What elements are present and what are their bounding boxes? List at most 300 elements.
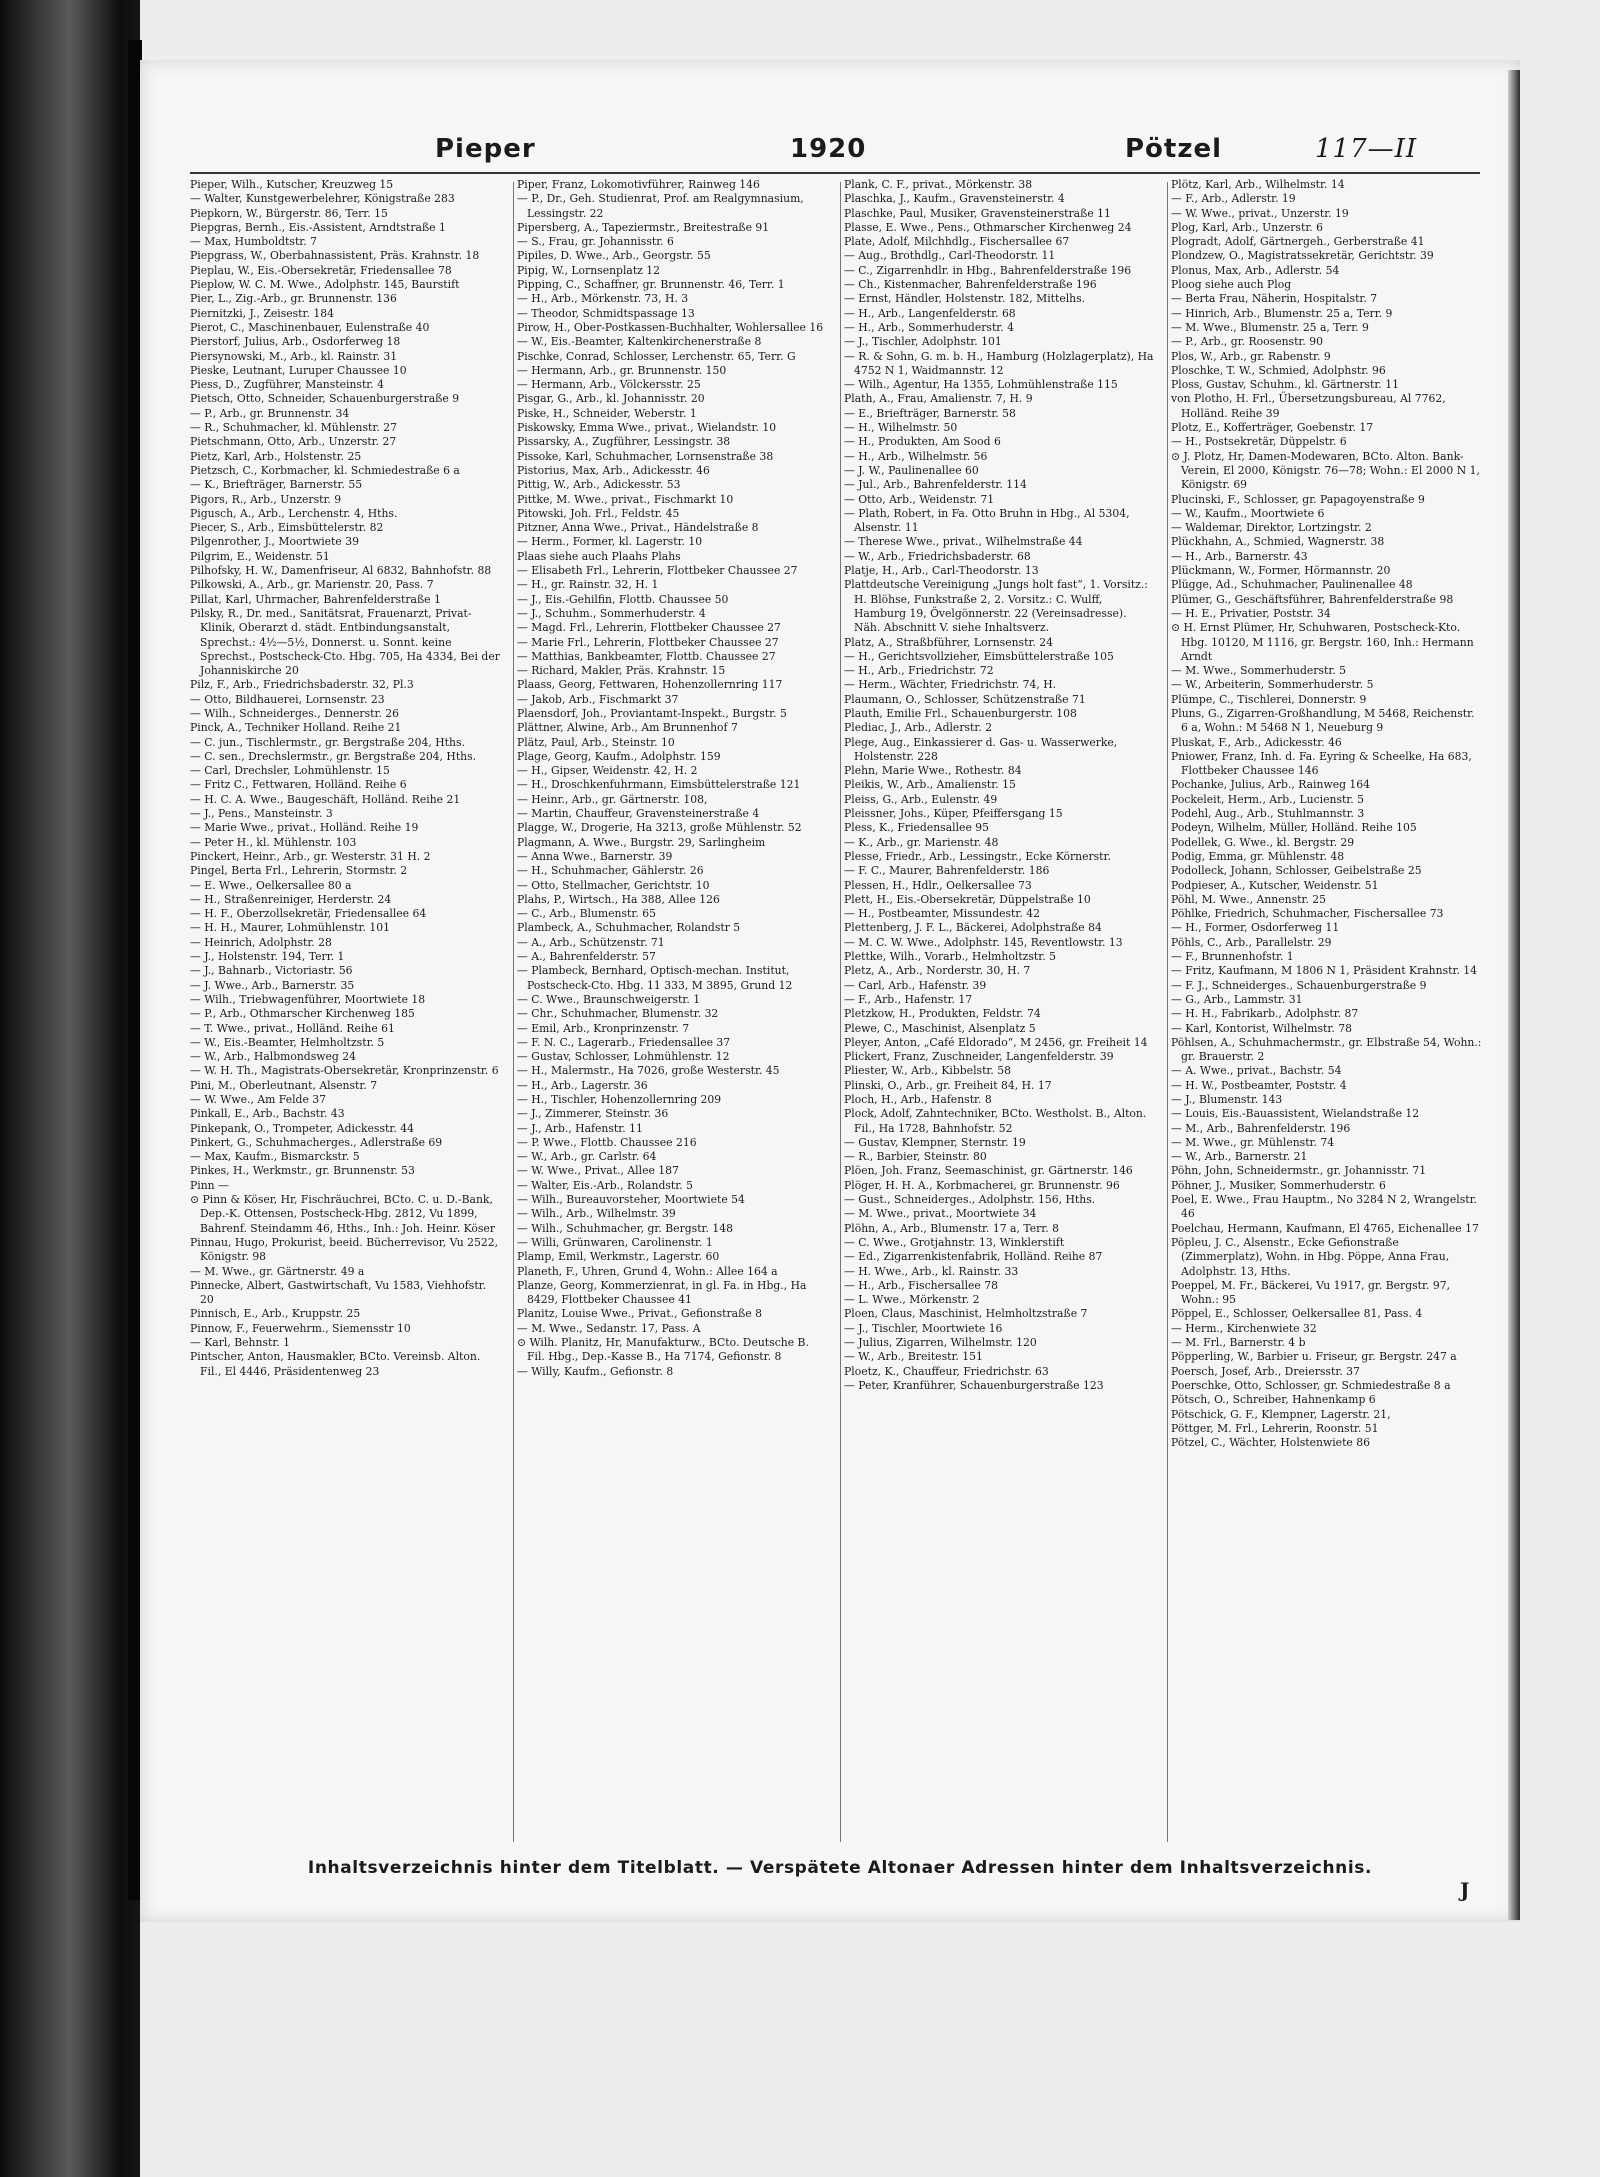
directory-entry: — W., Arb., Friedrichsbaderstr. 68 <box>844 549 1031 563</box>
directory-entry: — C. jun., Tischlermstr., gr. Bergstraße 204, Hths. <box>190 735 465 749</box>
directory-entry: Ploss, Gustav, Schuhm., kl. Gärtnerstr. 11 <box>1171 378 1399 392</box>
directory-entry: — H., Arb., Friedrichstr. 72 <box>844 664 994 678</box>
directory-entry: Plickert, Franz, Zuschneider, Langenfelderstr. 39 <box>844 1050 1114 1064</box>
directory-entry: — Wilh., Agentur, Ha 1355, Lohmühlenstraße 115 <box>844 378 1118 392</box>
directory-entry: — Wilh., Schneiderges., Dennerstr. 26 <box>190 706 400 720</box>
directory-entry: Pier, L., Zig.-Arb., gr. Brunnenstr. 136 <box>190 292 397 306</box>
directory-entry: Plondzew, O., Magistratssekretär, Gerichtstr. 39 <box>1171 249 1434 263</box>
directory-entry: — Max, Humboldtstr. 7 <box>190 235 317 249</box>
directory-entry: — H., Postsekretär, Düppelstr. 6 <box>1171 435 1347 449</box>
directory-entry: Pletz, A., Arb., Norderstr. 30, H. 7 <box>844 964 1031 978</box>
directory-entry: — W., Eis.-Beamter, Kaltenkirchenerstraße 8 <box>517 335 762 349</box>
directory-entry: Pinkert, G., Schuhmacherges., Adlerstraße 69 <box>190 1135 443 1149</box>
directory-entry: Plank, C. F., privat., Mörkenstr. 38 <box>844 178 1033 191</box>
directory-entry: von Plotho, H. Frl., Übersetzungsbureau, Al 7762, Holländ. Reihe 39 <box>1171 392 1446 420</box>
directory-entry: — H., Postbeamter, Missundestr. 42 <box>844 907 1040 921</box>
directory-entry: — H., Straßenreiniger, Herderstr. 24 <box>190 892 392 906</box>
directory-entry: — C. Wwe., Grotjahnstr. 13, Winklerstift <box>844 1235 1065 1249</box>
directory-entry: — H. H., Fabrikarb., Adolphstr. 87 <box>1171 1007 1359 1021</box>
directory-entry: — Herm., Wächter, Friedrichstr. 74, H. <box>844 678 1057 692</box>
directory-entry: — Hinrich, Arb., Blumenstr. 25 a, Terr. 9 <box>1171 306 1393 320</box>
directory-entry: Pinn — <box>190 1178 229 1192</box>
directory-entry: — H., Arb., Lagerstr. 36 <box>517 1078 648 1092</box>
directory-entry: Plucinski, F., Schlosser, gr. Papagoyenstraße 9 <box>1171 492 1425 506</box>
directory-entry: Piess, D., Zugführer, Mansteinstr. 4 <box>190 378 384 392</box>
directory-entry: — W., Arb., Breitestr. 151 <box>844 1350 983 1364</box>
directory-entry: Plettke, Wilh., Vorarb., Helmholtzstr. 5 <box>844 950 1056 964</box>
directory-entry: — Karl, Kontorist, Wilhelmstr. 78 <box>1171 1021 1352 1035</box>
directory-entry: — J., Eis.-Gehilfin, Flottb. Chaussee 50 <box>517 592 729 606</box>
directory-entry: — F., Arb., Hafenstr. 17 <box>844 992 973 1006</box>
directory-entry: Planeth, F., Uhren, Grund 4, Wohn.: Allee 164 a <box>517 1264 778 1278</box>
directory-entry: Pittig, W., Arb., Adickesstr. 53 <box>517 478 681 492</box>
directory-entry: Pilgrim, E., Weidenstr. 51 <box>190 549 330 563</box>
directory-entry: — Jul., Arb., Bahrenfelderstr. 114 <box>844 478 1027 492</box>
scan-page-edge <box>1508 70 1520 1920</box>
directory-entry: Ploschke, T. W., Schmied, Adolphstr. 96 <box>1171 363 1386 377</box>
directory-entry: — Gust., Schneiderges., Adolphstr. 156, Hths. <box>844 1193 1096 1207</box>
directory-entry: Poersch, Josef, Arb., Dreiersstr. 37 <box>1171 1364 1360 1378</box>
directory-entry: Pöpperling, W., Barbier u. Friseur, gr. Bergstr. 247 a <box>1171 1350 1457 1364</box>
directory-entry: Pilhofsky, H. W., Damenfriseur, Al 6832, Bahnhofstr. 88 <box>190 564 492 578</box>
directory-entry: — W., Arbeiterin, Sommerhuderstr. 5 <box>1171 678 1374 692</box>
directory-entry: Poeppel, M. Fr., Bäckerei, Vu 1917, gr. Bergstr. 97, Wohn.: 95 <box>1171 1278 1451 1307</box>
directory-entry: Pierstorf, Julius, Arb., Osdorferweg 18 <box>190 335 401 349</box>
directory-entry: — H., Arb., Wilhelmstr. 56 <box>844 449 988 463</box>
directory-entry: Plege, Aug., Einkassierer d. Gas- u. Wasserwerke, Holstenstr. 228 <box>844 735 1118 763</box>
directory-entry: Pirow, H., Ober-Postkassen-Buchhalter, Wohlersallee 16 <box>517 320 824 334</box>
directory-entry: Planze, Georg, Kommerzienrat, in gl. Fa. in Hbg., Ha 8429, Flottbeker Chaussee 41 <box>517 1278 807 1307</box>
directory-entry: Plage, Georg, Kaufm., Adolphstr. 159 <box>517 749 721 763</box>
directory-entry: Pieplow, W. C. M. Wwe., Adolphstr. 145, Baurstift <box>190 278 460 292</box>
directory-entry: — J. W., Paulinenallee 60 <box>844 463 979 477</box>
directory-entry: — Gustav, Klempner, Sternstr. 19 <box>844 1135 1026 1149</box>
directory-entry: Pistorius, Max, Arb., Adickesstr. 46 <box>517 463 710 477</box>
directory-entry: — C., Zigarrenhdlr. in Hbg., Bahrenfelderstraße 196 <box>844 263 1132 277</box>
directory-entry: — Louis, Eis.-Bauassistent, Wielandstraße 12 <box>1171 1107 1420 1121</box>
directory-entry: Plügge, Ad., Schuhmacher, Paulinenallee 48 <box>1171 578 1413 592</box>
directory-entry: — H., Arb., Langenfelderstr. 68 <box>844 306 1016 320</box>
directory-entry: — H. F., Oberzollsekretär, Friedensallee 64 <box>190 907 427 921</box>
directory-entry: — Elisabeth Frl., Lehrerin, Flottbeker Chaussee 27 <box>517 564 798 578</box>
directory-entry: — J., Blumenstr. 143 <box>1171 1093 1283 1106</box>
directory-entry: — G., Arb., Lammstr. 31 <box>1171 992 1303 1006</box>
directory-entry: Plehn, Marie Wwe., Rothestr. 84 <box>844 764 1022 778</box>
directory-entry: — F. N. C., Lagerarb., Friedensallee 37 <box>517 1035 731 1049</box>
directory-entry: Pinkall, E., Arb., Bachstr. 43 <box>190 1107 345 1121</box>
directory-entry: Ploen, Claus, Maschinist, Helmholtzstraße 7 <box>844 1307 1088 1321</box>
directory-columns <box>190 178 1480 1850</box>
directory-entry: Pöhner, J., Musiker, Sommerhuderstr. 6 <box>1171 1178 1386 1192</box>
directory-entry: — Wilh., Schuhmacher, gr. Bergstr. 148 <box>517 1221 733 1235</box>
directory-entry: Plagmann, A. Wwe., Burgstr. 29, Sarlingheim <box>517 835 766 849</box>
directory-entry: — Heinr., Arb., gr. Gärtnerstr. 108, <box>517 792 708 806</box>
directory-entry: — M. Wwe., gr. Mühlenstr. 74 <box>1171 1135 1335 1149</box>
directory-entry: — A., Bahrenfelderstr. 57 <box>517 950 656 964</box>
directory-entry: — Willi, Grünwaren, Carolinenstr. 1 <box>517 1235 713 1249</box>
directory-entry: Plümpe, C., Tischlerei, Donnerstr. 9 <box>1171 692 1367 706</box>
directory-entry: Pöhls, C., Arb., Parallelstr. 29 <box>1171 935 1332 949</box>
directory-entry: Plaumann, O., Schlosser, Schützenstraße 71 <box>844 692 1086 706</box>
directory-entry: Pipiles, D. Wwe., Arb., Georgstr. 55 <box>517 249 711 263</box>
directory-entry: — M. Frl., Barnerstr. 4 b <box>1171 1336 1306 1350</box>
directory-entry: — Hermann, Arb., gr. Brunnenstr. 150 <box>517 363 727 377</box>
directory-entry: — Theodor, Schmidtspassage 13 <box>517 306 695 320</box>
directory-entry: Pleikis, W., Arb., Amalienstr. 15 <box>844 778 1016 792</box>
directory-entry: — J., Bahnarb., Victoriastr. 56 <box>190 964 353 978</box>
directory-entry: Plos, W., Arb., gr. Rabenstr. 9 <box>1171 349 1331 363</box>
directory-entry: Plahs, P., Wirtsch., Ha 388, Allee 126 <box>517 892 720 906</box>
directory-entry: — H., Wilhelmstr. 50 <box>844 421 958 435</box>
directory-entry: — Wilh., Bureauvorsteher, Moortwiete 54 <box>517 1193 745 1207</box>
directory-entry: Plewe, C., Maschinist, Alsenplatz 5 <box>844 1021 1036 1035</box>
directory-entry: Pischke, Conrad, Schlosser, Lerchenstr. 65, Terr. G <box>517 349 796 363</box>
page-header <box>190 134 1490 174</box>
directory-entry: Pötzel, C., Wächter, Holstenwiete 86 <box>1171 1436 1370 1450</box>
directory-entry: Pinck, A., Techniker Holland. Reihe 21 <box>190 721 402 735</box>
directory-entry: Pless, K., Friedensallee 95 <box>844 821 989 835</box>
directory-entry: — Matthias, Bankbeamter, Flottb. Chaussee 27 <box>517 649 776 663</box>
directory-entry: Pluns, G., Zigarren-Großhandlung, M 5468, Reichenstr. 6 a, Wohn.: M 5468 N 1, Neueburg 9 <box>1171 706 1475 735</box>
directory-column-3 <box>844 178 1156 1850</box>
directory-entry: — Herm., Former, kl. Lagerstr. 10 <box>517 535 703 549</box>
directory-entry: Pinkepank, O., Trompeter, Adickesstr. 44 <box>190 1121 414 1135</box>
directory-entry: — F. J., Schneiderges., Schauenburgerstraße 9 <box>1171 978 1427 992</box>
directory-entry: — J., Schuhm., Sommerhuderstr. 4 <box>517 606 706 620</box>
directory-entry: — M. Wwe., Sedanstr. 17, Pass. A <box>517 1321 701 1335</box>
directory-entry: Plaschke, Paul, Musiker, Gravensteinerstraße 11 <box>844 206 1111 220</box>
directory-entry: Pinkes, H., Werkmstr., gr. Brunnenstr. 53 <box>190 1164 415 1178</box>
directory-entry: — H., Gipser, Weidenstr. 42, H. 2 <box>517 764 698 778</box>
directory-entry: — H., Gerichtsvollzieher, Eimsbüttelerstraße 105 <box>844 649 1114 663</box>
directory-entry: — Berta Frau, Näherin, Hospitalstr. 7 <box>1171 292 1378 306</box>
directory-entry: Pipping, C., Schaffner, gr. Brunnenstr. 46, Terr. 1 <box>517 278 785 292</box>
directory-entry: — A., Arb., Schützenstr. 71 <box>517 935 665 949</box>
directory-entry: — Willy, Kaufm., Gefionstr. 8 <box>517 1364 674 1378</box>
directory-entry: Pockeleit, Herm., Arb., Lucienstr. 5 <box>1171 792 1365 806</box>
directory-entry: Podeyn, Wilhelm, Müller, Holländ. Reihe 105 <box>1171 821 1417 835</box>
footer-note: Inhaltsverzeichnis hinter dem Titelblatt. — Verspätete Altonaer Adressen hinter dem Inhaltsverzeichnis. <box>307 1858 1373 1878</box>
directory-entry: Plate, Adolf, Milchhdlg., Fischersallee 67 <box>844 235 1070 249</box>
directory-entry: Podig, Emma, gr. Mühlenstr. 48 <box>1171 849 1345 863</box>
directory-entry: Podpieser, A., Kutscher, Weidenstr. 51 <box>1171 878 1379 892</box>
directory-column-1 <box>190 178 502 1850</box>
directory-entry: Plog, Karl, Arb., Unzerstr. 6 <box>1171 220 1324 234</box>
directory-entry: Pitzner, Anna Wwe., Privat., Händelstraße 8 <box>517 521 759 535</box>
directory-entry: — M., Arb., Bahrenfelderstr. 196 <box>1171 1121 1351 1135</box>
directory-entry: — Emil, Arb., Kronprinzenstr. 7 <box>517 1021 690 1035</box>
directory-entry: Plaschka, J., Kaufm., Gravensteinerstr. 4 <box>844 192 1065 206</box>
directory-entry: — H., Tischler, Hohenzollernring 209 <box>517 1093 722 1106</box>
directory-entry: Pissarsky, A., Zugführer, Lessingstr. 38 <box>517 435 731 449</box>
directory-entry: Pierot, C., Maschinenbauer, Eulenstraße 40 <box>190 320 430 334</box>
directory-entry: Piepkorn, W., Bürgerstr. 86, Terr. 15 <box>190 206 388 220</box>
corner-mark: J <box>1460 1878 1470 1902</box>
directory-entry: Pillat, Karl, Uhrmacher, Bahrenfelderstraße 1 <box>190 592 441 606</box>
directory-entry: — Peter H., kl. Mühlenstr. 103 <box>190 835 357 849</box>
directory-entry: Plätz, Paul, Arb., Steinstr. 10 <box>517 735 675 749</box>
directory-entry: Piersynowski, M., Arb., kl. Rainstr. 31 <box>190 349 398 363</box>
directory-entry: Plonus, Max, Arb., Adlerstr. 54 <box>1171 263 1340 277</box>
directory-entry: Plath, A., Frau, Amalienstr. 7, H. 9 <box>844 392 1033 406</box>
directory-entry: Pinnisch, E., Arb., Kruppstr. 25 <box>190 1307 361 1321</box>
directory-entry: Pleiss, G., Arb., Eulenstr. 49 <box>844 792 998 806</box>
directory-column-4 <box>1171 178 1483 1850</box>
directory-entry: Poelchau, Hermann, Kaufmann, El 4765, Eichenallee 17 <box>1171 1221 1479 1235</box>
directory-entry: Pintscher, Anton, Hausmakler, BCto. Vereinsb. Alton. Fil., El 4446, Präsidentenweg 23 <box>190 1350 481 1378</box>
directory-entry: Pinnau, Hugo, Prokurist, beeid. Bücherrevisor, Vu 2522, Königstr. 98 <box>190 1235 499 1264</box>
directory-entry: — Julius, Zigarren, Wilhelmstr. 120 <box>844 1336 1037 1350</box>
directory-entry: — Chr., Schuhmacher, Blumenstr. 32 <box>517 1007 719 1021</box>
directory-entry: Pietzsch, C., Korbmacher, kl. Schmiedestraße 6 a <box>190 463 460 477</box>
directory-entry: — S., Frau, gr. Johannisstr. 6 <box>517 235 674 249</box>
directory-entry: Pötschick, G. F., Klempner, Lagerstr. 21, <box>1171 1407 1391 1421</box>
directory-entry: Plinski, O., Arb., gr. Freiheit 84, H. 17 <box>844 1078 1052 1092</box>
directory-entry: — Carl, Drechsler, Lohmühlenstr. 15 <box>190 764 390 778</box>
directory-entry: — Magd. Frl., Lehrerin, Flottbeker Chaussee 27 <box>517 621 781 635</box>
directory-entry: Pilz, F., Arb., Friedrichsbaderstr. 32, Pl.3 <box>190 678 414 692</box>
directory-entry: ⊙ Wilh. Planitz, Hr, Manufakturw., BCto. Deutsche B. Fil. Hbg., Dep.-Kasse B., Ha 7174, Gefionstr. 8 <box>517 1336 809 1364</box>
directory-entry: Pilsky, R., Dr. med., Sanitätsrat, Frauenarzt, Privat-Klinik, Oberarzt d. städt. Entbindungsanstalt, Sprechst.: 4½—5½, Donnerst. u. Sonnt. keine Sprechst., Postscheck-Cto. Hbg. 705, Ha 4334, Bei der Johanniskirche 20 <box>190 606 500 678</box>
directory-entry: Planitz, Louise Wwe., Privat., Gefionstraße 8 <box>517 1307 763 1321</box>
directory-entry: — Fritz C., Fettwaren, Holländ. Reihe 6 <box>190 778 407 792</box>
directory-entry: — Richard, Makler, Präs. Krahnstr. 15 <box>517 664 726 678</box>
directory-entry: Pochanke, Julius, Arb., Rainweg 164 <box>1171 778 1371 792</box>
directory-entry: Platje, H., Arb., Carl-Theodorstr. 13 <box>844 564 1039 578</box>
directory-entry: Plessen, H., Hdlr., Oelkersallee 73 <box>844 878 1032 892</box>
directory-entry: — Marie Wwe., privat., Holländ. Reihe 19 <box>190 821 419 835</box>
directory-entry: — F., Brunnenhofstr. 1 <box>1171 950 1294 964</box>
directory-entry: — H., Arb., Fischersallee 78 <box>844 1278 998 1292</box>
directory-entry: Pigors, R., Arb., Unzerstr. 9 <box>190 492 342 506</box>
directory-entry: — Marie Frl., Lehrerin, Flottbeker Chaussee 27 <box>517 635 779 649</box>
scan-binding-shadow <box>0 0 140 2177</box>
directory-entry: — Anna Wwe., Barnerstr. 39 <box>517 849 673 863</box>
directory-entry: Pipersberg, A., Tapeziermstr., Breitestraße 91 <box>517 220 770 234</box>
directory-entry: Pietz, Karl, Arb., Holstenstr. 25 <box>190 449 362 463</box>
directory-entry: Plückmann, W., Former, Hörmannstr. 20 <box>1171 564 1391 578</box>
directory-entry: — C. sen., Drechslermstr., gr. Bergstraße 204, Hths. <box>190 749 477 763</box>
header-year: 1920 <box>790 134 867 164</box>
directory-entry: Pleissner, Johs., Küper, Pfeiffersgang 15 <box>844 807 1063 821</box>
directory-entry: — P., Arb., gr. Brunnenstr. 34 <box>190 406 350 420</box>
directory-entry: — M. Wwe., Sommerhuderstr. 5 <box>1171 664 1347 678</box>
directory-entry: Ploetz, K., Chauffeur, Friedrichstr. 63 <box>844 1364 1049 1378</box>
directory-entry: Pieplau, W., Eis.-Obersekretär, Friedensallee 78 <box>190 263 452 277</box>
directory-entry: Pliester, W., Arb., Kibbelstr. 58 <box>844 1064 1011 1078</box>
directory-entry: — W., Eis.-Beamter, Helmholtzstr. 5 <box>190 1035 385 1049</box>
directory-entry: Pietschmann, Otto, Arb., Unzerstr. 27 <box>190 435 397 449</box>
directory-entry: — J., Arb., Hafenstr. 11 <box>517 1121 643 1135</box>
directory-entry: — H., Former, Osdorferweg 11 <box>1171 921 1340 935</box>
directory-entry: Plückhahn, A., Schmied, Wagnerstr. 38 <box>1171 535 1385 549</box>
directory-entry: — H., Schuhmacher, Gählerstr. 26 <box>517 864 704 878</box>
directory-entry: — P., Arb., Othmarscher Kirchenweg 185 <box>190 1007 415 1021</box>
directory-entry: Plamp, Emil, Werkmstr., Lagerstr. 60 <box>517 1250 720 1264</box>
directory-entry: Plauth, Emilie Frl., Schauenburgerstr. 108 <box>844 706 1077 720</box>
directory-entry: — R., Schuhmacher, kl. Mühlenstr. 27 <box>190 421 397 435</box>
directory-entry: — T. Wwe., privat., Holländ. Reihe 61 <box>190 1021 395 1035</box>
directory-entry: Piper, Franz, Lokomotivführer, Rainweg 146 <box>517 178 760 191</box>
directory-entry: — Walter, Eis.-Arb., Rolandstr. 5 <box>517 1178 693 1192</box>
directory-entry: — H., Arb., Sommerhuderstr. 4 <box>844 320 1014 334</box>
directory-entry: — Plath, Robert, in Fa. Otto Bruhn in Hbg., Al 5304, Alsenstr. 11 <box>844 506 1130 535</box>
directory-entry: Pieske, Leutnant, Luruper Chaussee 10 <box>190 363 407 377</box>
directory-entry: Plaass, Georg, Fettwaren, Hohenzollernring 117 <box>517 678 783 692</box>
directory-entry: Pöppel, E., Schlosser, Oelkersallee 81, Pass. 4 <box>1171 1307 1423 1321</box>
directory-entry: Plesse, Friedr., Arb., Lessingstr., Ecke Körnerstr. <box>844 849 1111 863</box>
directory-entry: Plediac, J., Arb., Adlerstr. 2 <box>844 721 993 735</box>
directory-entry: Piepgrass, W., Oberbahnassistent, Präs. Krahnstr. 18 <box>190 249 480 263</box>
directory-entry: Pniower, Franz, Inh. d. Fa. Eyring & Scheelke, Ha 683, Flottbeker Chaussee 146 <box>1171 749 1472 778</box>
directory-entry: Plattdeutsche Vereinigung „Jungs holt fast“, 1. Vorsitz.: H. Blöhse, Funkstraße 2, 2. Vorsitz.: C. Wulff, Hamburg 19, Övelgönnerstr. 22 (Vereinsadresse). Näh. Abschnitt V. siehe Inhaltsverz. <box>844 578 1148 635</box>
directory-entry: — W. Wwe., privat., Unzerstr. 19 <box>1171 206 1349 220</box>
directory-entry: Pleyer, Anton, „Café Eldorado“, M 2456, gr. Freiheit 14 <box>844 1035 1148 1049</box>
directory-entry: Plettenberg, J. F. L., Bäckerei, Adolphstraße 84 <box>844 921 1102 935</box>
directory-entry: — C., Arb., Blumenstr. 65 <box>517 907 656 921</box>
directory-entry: — Aug., Brothdlg., Carl-Theodorstr. 11 <box>844 249 1056 263</box>
header-first-name: Pieper <box>435 134 536 164</box>
directory-entry: — Fritz, Kaufmann, M 1806 N 1, Präsident Krahnstr. 14 <box>1171 964 1478 978</box>
directory-entry: Pötsch, O., Schreiber, Hahnenkamp 6 <box>1171 1393 1376 1407</box>
directory-entry: — Wilh., Triebwagenführer, Moortwiete 18 <box>190 992 426 1006</box>
directory-entry: — H. H., Maurer, Lohmühlenstr. 101 <box>190 921 390 935</box>
directory-entry: — H., Droschkenfuhrmann, Eimsbüttelerstraße 121 <box>517 778 801 792</box>
directory-entry: — E., Briefträger, Barnerstr. 58 <box>844 406 1016 420</box>
directory-entry: — W. H. Th., Magistrats-Obersekretär, Kronprinzenstr. 6 <box>190 1064 499 1078</box>
directory-entry: Pöhl, M. Wwe., Annenstr. 25 <box>1171 892 1327 906</box>
directory-entry: — W. Wwe., Privat., Allee 187 <box>517 1164 679 1178</box>
directory-entry: — P., Arb., gr. Roosenstr. 90 <box>1171 335 1323 349</box>
directory-entry: — J., Tischler, Adolphstr. 101 <box>844 335 1002 349</box>
directory-entry: Plasse, E. Wwe., Pens., Othmarscher Kirchenweg 24 <box>844 220 1132 234</box>
directory-entry: — Max, Kaufm., Bismarckstr. 5 <box>190 1150 360 1164</box>
directory-entry: Piepgras, Bernh., Eis.-Assistent, Arndtstraße 1 <box>190 220 446 234</box>
directory-entry: ⊙ Pinn & Köser, Hr, Fischräuchrei, BCto. C. u. D.-Bank, Dep.-K. Ottensen, Postscheck-Hbg. 2812, Vu 1899, Bahrenf. Steindamm 46, Hths., Inh.: Joh. Heinr. Köser <box>190 1193 495 1235</box>
directory-entry: Plotz, E., Kofferträger, Goebenstr. 17 <box>1171 421 1374 435</box>
directory-entry: — J., Pens., Mansteinstr. 3 <box>190 807 333 821</box>
directory-entry: Plock, Adolf, Zahntechniker, BCto. Westholst. B., Alton. Fil., Ha 1728, Bahnhofstr. 52 <box>844 1107 1147 1135</box>
directory-entry: — Heinrich, Adolphstr. 28 <box>190 935 332 949</box>
directory-entry: Pilkowski, A., Arb., gr. Marienstr. 20, Pass. 7 <box>190 578 434 592</box>
directory-entry: Plöger, H. H. A., Korbmacherei, gr. Brunnenstr. 96 <box>844 1178 1120 1192</box>
directory-entry: — H., gr. Rainstr. 32, H. 1 <box>517 578 659 592</box>
directory-entry: Plett, H., Eis.-Obersekretär, Düppelstraße 10 <box>844 892 1091 906</box>
directory-entry: Pieper, Wilh., Kutscher, Kreuzweg 15 <box>190 178 394 191</box>
directory-entry: Plöhn, A., Arb., Blumenstr. 17 a, Terr. 8 <box>844 1221 1059 1235</box>
directory-entry: Pisgar, G., Arb., kl. Johannisstr. 20 <box>517 392 705 406</box>
directory-entry: — C. Wwe., Braunschweigerstr. 1 <box>517 992 701 1006</box>
directory-entry: — M. Wwe., privat., Moortwiete 34 <box>844 1207 1037 1221</box>
directory-entry: — J., Zimmerer, Steinstr. 36 <box>517 1107 669 1121</box>
directory-entry: — Jakob, Arb., Fischmarkt 37 <box>517 692 679 706</box>
directory-entry: — Otto, Stellmacher, Gerichtstr. 10 <box>517 878 710 892</box>
directory-entry: Poerschke, Otto, Schlosser, gr. Schmiedestraße 8 a <box>1171 1378 1451 1392</box>
directory-entry: Ploch, H., Arb., Hafenstr. 8 <box>844 1093 992 1106</box>
directory-entry: Pipig, W., Lornsenplatz 12 <box>517 263 661 277</box>
directory-entry: Pluskat, F., Arb., Adickesstr. 46 <box>1171 735 1342 749</box>
directory-entry: — Otto, Bildhauerei, Lornsenstr. 23 <box>190 692 385 706</box>
directory-entry: Podehl, Aug., Arb., Stuhlmannstr. 3 <box>1171 807 1365 821</box>
directory-entry: — A. Wwe., privat., Bachstr. 54 <box>1171 1064 1342 1078</box>
directory-entry: — Otto, Arb., Weidenstr. 71 <box>844 492 995 506</box>
directory-entry: Plättner, Alwine, Arb., Am Brunnenhof 7 <box>517 721 738 735</box>
directory-entry: — H. E., Privatier, Poststr. 34 <box>1171 606 1331 620</box>
directory-entry: — H. W., Postbeamter, Poststr. 4 <box>1171 1078 1347 1092</box>
directory-entry: Podolleck, Johann, Schlosser, Geibelstraße 25 <box>1171 864 1422 878</box>
directory-entry: ⊙ J. Plotz, Hr, Damen-Modewaren, BCto. Alton. Bank-Verein, El 2000, Königstr. 76—78; Wohn.: El 2000 N 1, Königstr. 69 <box>1171 449 1480 492</box>
directory-entry: — Herm., Kirchenwiete 32 <box>1171 1321 1317 1335</box>
directory-entry: — W., Arb., Barnerstr. 21 <box>1171 1150 1308 1164</box>
directory-entry: Pitowski, Joh. Frl., Feldstr. 45 <box>517 506 680 520</box>
directory-entry: ⊙ H. Ernst Plümer, Hr, Schuhwaren, Postscheck-Kto. Hbg. 10120, M 1116, gr. Bergstr. 160, Inh.: Hermann Arndt <box>1171 621 1474 663</box>
directory-entry: — H., Malermstr., Ha 7026, große Westerstr. 45 <box>517 1064 780 1078</box>
directory-entry: — H. Wwe., Arb., kl. Rainstr. 33 <box>844 1264 1019 1278</box>
directory-entry: — R., Barbier, Steinstr. 80 <box>844 1150 987 1164</box>
directory-entry: — J. Wwe., Arb., Barnerstr. 35 <box>190 978 355 992</box>
directory-entry: Pöttger, M. Frl., Lehrerin, Roonstr. 51 <box>1171 1421 1379 1435</box>
directory-entry: Pöhn, John, Schneidermstr., gr. Johannisstr. 71 <box>1171 1164 1427 1178</box>
directory-entry: — Peter, Kranführer, Schauenburgerstraße 123 <box>844 1378 1104 1392</box>
directory-entry: — W. Wwe., Am Felde 37 <box>190 1093 327 1106</box>
directory-entry: — M. C. W. Wwe., Adolphstr. 145, Reventlowstr. 13 <box>844 935 1123 949</box>
directory-entry: — J., Holstenstr. 194, Terr. 1 <box>190 950 345 964</box>
directory-entry: Pigusch, A., Arb., Lerchenstr. 4, Hths. <box>190 506 398 520</box>
directory-entry: — Wilh., Arb., Wilhelmstr. 39 <box>517 1207 676 1221</box>
directory-entry: — J., Tischler, Moortwiete 16 <box>844 1321 1003 1335</box>
directory-entry: — F. C., Maurer, Bahrenfelderstr. 186 <box>844 864 1050 878</box>
directory-entry: — Therese Wwe., privat., Wilhelmstraße 44 <box>844 535 1083 549</box>
directory-entry: — W., Arb., gr. Carlstr. 64 <box>517 1150 657 1164</box>
directory-entry: — M. Wwe., Blumenstr. 25 a, Terr. 9 <box>1171 320 1369 334</box>
directory-entry: — Walter, Kunstgewerbelehrer, Königstraße 283 <box>190 192 455 206</box>
directory-entry: — P. Wwe., Flottb. Chaussee 216 <box>517 1135 697 1149</box>
directory-column-2 <box>517 178 829 1850</box>
directory-entry: Pini, M., Oberleutnant, Alsenstr. 7 <box>190 1078 378 1092</box>
directory-entry: Pletzkow, H., Produkten, Feldstr. 74 <box>844 1007 1041 1021</box>
directory-entry: Pilgenrother, J., Moortwiete 39 <box>190 535 359 549</box>
header-rule <box>190 172 1480 174</box>
directory-entry: — Carl, Arb., Hafenstr. 39 <box>844 978 987 992</box>
directory-entry: — Waldemar, Direktor, Lortzingstr. 2 <box>1171 521 1372 535</box>
directory-entry: Pietsch, Otto, Schneider, Schauenburgerstraße 9 <box>190 392 460 406</box>
directory-entry: — W., Kaufm., Moortwiete 6 <box>1171 506 1325 520</box>
directory-entry: — Plambeck, Bernhard, Optisch-mechan. Institut, Postscheck-Cto. Hbg. 11 333, M 3895, Grund 12 <box>517 964 793 992</box>
directory-entry: Plagge, W., Drogerie, Ha 3213, große Mühlenstr. 52 <box>517 821 802 835</box>
directory-entry: Plümer, G., Geschäftsführer, Bahrenfelderstraße 98 <box>1171 592 1454 606</box>
directory-entry: — K., Arb., gr. Marienstr. 48 <box>844 835 999 849</box>
directory-entry: Pöhlsen, A., Schuhmachermstr., gr. Elbstraße 54, Wohn.: gr. Brauerstr. 2 <box>1171 1035 1482 1064</box>
directory-entry: Piernitzki, J., Zeisestr. 184 <box>190 306 334 320</box>
header-page-number: 117—II <box>1315 134 1418 164</box>
directory-entry: Plöen, Joh. Franz, Seemaschinist, gr. Gärtnerstr. 146 <box>844 1164 1133 1178</box>
directory-entry: Pöhlke, Friedrich, Schuhmacher, Fischersallee 73 <box>1171 907 1444 921</box>
header-last-name: Pötzel <box>1125 134 1223 164</box>
directory-entry: Platz, A., Straßbführer, Lornsenstr. 24 <box>844 635 1054 649</box>
directory-entry: Ploog siehe auch Plog <box>1171 278 1292 292</box>
directory-entry: Piecer, S., Arb., Eimsbüttelerstr. 82 <box>190 521 384 535</box>
directory-entry: — K., Briefträger, Barnerstr. 55 <box>190 478 363 492</box>
directory-entry: Plambeck, A., Schuhmacher, Rolandstr 5 <box>517 921 741 935</box>
directory-entry: — Ch., Kistenmacher, Bahrenfelderstraße 196 <box>844 278 1097 292</box>
directory-entry: — Martin, Chauffeur, Gravensteinerstraße 4 <box>517 807 760 821</box>
directory-entry: Pinnecke, Albert, Gastwirtschaft, Vu 1583, Viehhofstr. 20 <box>190 1278 487 1307</box>
directory-entry: — R. & Sohn, G. m. b. H., Hamburg (Holzlagerplatz), Ha 4752 N 1, Waidmannstr. 12 <box>844 349 1154 377</box>
directory-entry: — W., Arb., Halbmondsweg 24 <box>190 1050 356 1064</box>
directory-entry: — L. Wwe., Mörkenstr. 2 <box>844 1293 980 1307</box>
directory-entry: Pöpleu, J. C., Alsenstr., Ecke Gefionstraße (Zimmerplatz), Wohn. in Hbg. Pöppe, Anna Frau, Adolphstr. 13, Hths. <box>1171 1235 1450 1278</box>
directory-entry: — P., Dr., Geh. Studienrat, Prof. am Realgymnasium, Lessingstr. 22 <box>517 192 804 220</box>
